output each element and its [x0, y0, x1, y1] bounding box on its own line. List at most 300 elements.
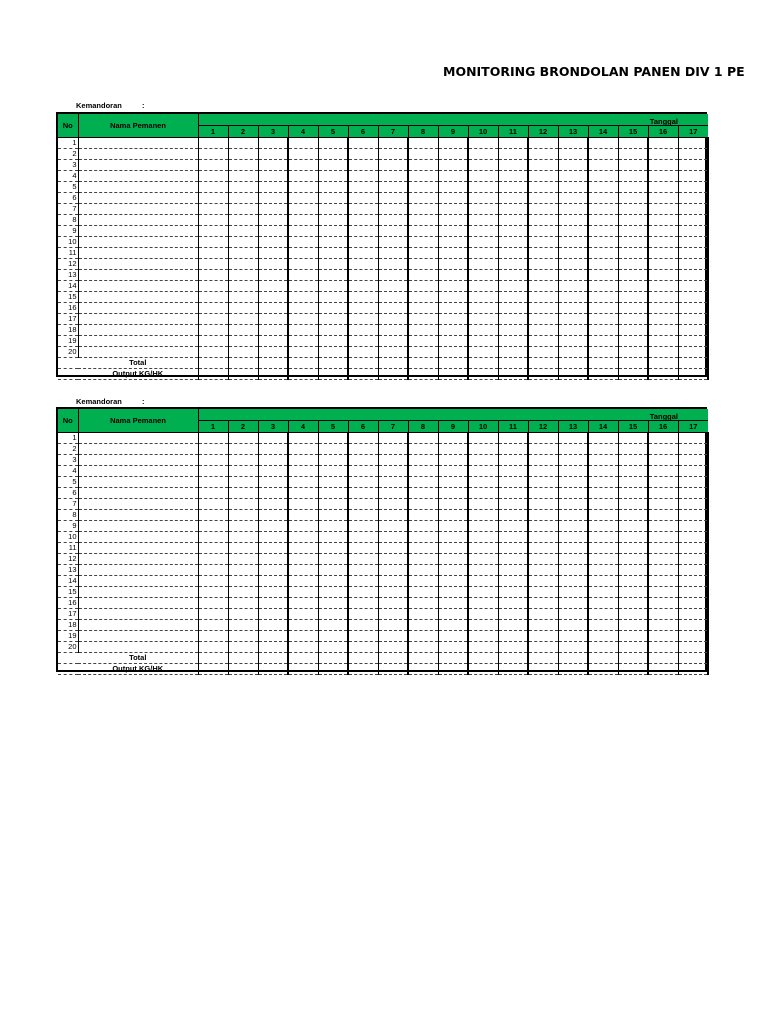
- day-cell[interactable]: [678, 215, 708, 226]
- day-cell[interactable]: [648, 182, 678, 193]
- day-cell[interactable]: [228, 171, 258, 182]
- day-cell[interactable]: [498, 631, 528, 642]
- day-cell[interactable]: [588, 631, 618, 642]
- day-cell[interactable]: [648, 138, 678, 149]
- day-cell[interactable]: [348, 510, 378, 521]
- nama-pemanen-cell[interactable]: [78, 510, 198, 521]
- day-cell[interactable]: [258, 576, 288, 587]
- day-cell[interactable]: [348, 433, 378, 444]
- day-cell[interactable]: [468, 138, 498, 149]
- day-cell[interactable]: [678, 466, 708, 477]
- day-cell[interactable]: [528, 653, 558, 664]
- day-cell[interactable]: [198, 303, 228, 314]
- day-cell[interactable]: [678, 336, 708, 347]
- day-cell[interactable]: [348, 488, 378, 499]
- day-cell[interactable]: [618, 182, 648, 193]
- day-cell[interactable]: [558, 303, 588, 314]
- day-cell[interactable]: [498, 314, 528, 325]
- day-cell[interactable]: [318, 325, 348, 336]
- day-cell[interactable]: [498, 488, 528, 499]
- nama-pemanen-cell[interactable]: [78, 587, 198, 598]
- day-cell[interactable]: [258, 259, 288, 270]
- day-cell[interactable]: [408, 642, 438, 653]
- day-cell[interactable]: [408, 521, 438, 532]
- day-cell[interactable]: [648, 433, 678, 444]
- day-cell[interactable]: [228, 160, 258, 171]
- day-cell[interactable]: [528, 521, 558, 532]
- day-cell[interactable]: [408, 576, 438, 587]
- day-cell[interactable]: [348, 576, 378, 587]
- day-cell[interactable]: [258, 336, 288, 347]
- day-cell[interactable]: [438, 237, 468, 248]
- day-cell[interactable]: [318, 160, 348, 171]
- day-cell[interactable]: [378, 598, 408, 609]
- day-cell[interactable]: [378, 325, 408, 336]
- day-cell[interactable]: [198, 193, 228, 204]
- day-cell[interactable]: [318, 488, 348, 499]
- day-cell[interactable]: [648, 444, 678, 455]
- day-cell[interactable]: [558, 433, 588, 444]
- day-cell[interactable]: [528, 204, 558, 215]
- day-cell[interactable]: [318, 248, 348, 259]
- day-cell[interactable]: [318, 303, 348, 314]
- day-cell[interactable]: [528, 292, 558, 303]
- day-cell[interactable]: [618, 598, 648, 609]
- day-cell[interactable]: [678, 554, 708, 565]
- day-cell[interactable]: [258, 510, 288, 521]
- day-cell[interactable]: [678, 576, 708, 587]
- day-cell[interactable]: [318, 499, 348, 510]
- day-cell[interactable]: [288, 369, 318, 380]
- day-cell[interactable]: [348, 281, 378, 292]
- day-cell[interactable]: [498, 149, 528, 160]
- day-cell[interactable]: [618, 248, 648, 259]
- day-cell[interactable]: [678, 488, 708, 499]
- day-cell[interactable]: [228, 193, 258, 204]
- day-cell[interactable]: [618, 314, 648, 325]
- day-cell[interactable]: [228, 347, 258, 358]
- day-cell[interactable]: [258, 314, 288, 325]
- day-cell[interactable]: [408, 336, 438, 347]
- day-cell[interactable]: [618, 226, 648, 237]
- day-cell[interactable]: [588, 325, 618, 336]
- day-cell[interactable]: [228, 510, 258, 521]
- day-cell[interactable]: [528, 215, 558, 226]
- day-cell[interactable]: [528, 281, 558, 292]
- day-cell[interactable]: [528, 444, 558, 455]
- day-cell[interactable]: [528, 565, 558, 576]
- day-cell[interactable]: [378, 259, 408, 270]
- day-cell[interactable]: [348, 369, 378, 380]
- day-cell[interactable]: [498, 587, 528, 598]
- day-cell[interactable]: [378, 631, 408, 642]
- day-cell[interactable]: [558, 565, 588, 576]
- day-cell[interactable]: [618, 325, 648, 336]
- day-cell[interactable]: [408, 160, 438, 171]
- day-cell[interactable]: [618, 466, 648, 477]
- day-cell[interactable]: [498, 336, 528, 347]
- nama-pemanen-cell[interactable]: [78, 347, 198, 358]
- day-cell[interactable]: [648, 576, 678, 587]
- day-cell[interactable]: [228, 204, 258, 215]
- day-cell[interactable]: [558, 521, 588, 532]
- day-cell[interactable]: [528, 325, 558, 336]
- day-cell[interactable]: [408, 215, 438, 226]
- nama-pemanen-cell[interactable]: [78, 499, 198, 510]
- day-cell[interactable]: [468, 554, 498, 565]
- day-cell[interactable]: [468, 444, 498, 455]
- day-cell[interactable]: [498, 215, 528, 226]
- day-cell[interactable]: [558, 204, 588, 215]
- day-cell[interactable]: [198, 576, 228, 587]
- day-cell[interactable]: [288, 587, 318, 598]
- day-cell[interactable]: [618, 138, 648, 149]
- day-cell[interactable]: [588, 664, 618, 675]
- day-cell[interactable]: [528, 171, 558, 182]
- day-cell[interactable]: [288, 281, 318, 292]
- day-cell[interactable]: [438, 204, 468, 215]
- day-cell[interactable]: [588, 609, 618, 620]
- day-cell[interactable]: [438, 477, 468, 488]
- day-cell[interactable]: [588, 444, 618, 455]
- day-cell[interactable]: [348, 171, 378, 182]
- day-cell[interactable]: [618, 193, 648, 204]
- day-cell[interactable]: [288, 237, 318, 248]
- day-cell[interactable]: [378, 226, 408, 237]
- day-cell[interactable]: [588, 488, 618, 499]
- day-cell[interactable]: [228, 488, 258, 499]
- day-cell[interactable]: [588, 347, 618, 358]
- day-cell[interactable]: [348, 477, 378, 488]
- day-cell[interactable]: [468, 204, 498, 215]
- day-cell[interactable]: [498, 369, 528, 380]
- day-cell[interactable]: [528, 477, 558, 488]
- day-cell[interactable]: [408, 248, 438, 259]
- day-cell[interactable]: [558, 160, 588, 171]
- day-cell[interactable]: [228, 598, 258, 609]
- day-cell[interactable]: [588, 270, 618, 281]
- day-cell[interactable]: [198, 182, 228, 193]
- day-cell[interactable]: [228, 369, 258, 380]
- day-cell[interactable]: [558, 358, 588, 369]
- day-cell[interactable]: [198, 215, 228, 226]
- nama-pemanen-cell[interactable]: [78, 620, 198, 631]
- day-cell[interactable]: [648, 336, 678, 347]
- day-cell[interactable]: [348, 215, 378, 226]
- day-cell[interactable]: [588, 314, 618, 325]
- day-cell[interactable]: [318, 182, 348, 193]
- day-cell[interactable]: [558, 226, 588, 237]
- day-cell[interactable]: [678, 204, 708, 215]
- day-cell[interactable]: [408, 543, 438, 554]
- day-cell[interactable]: [318, 664, 348, 675]
- day-cell[interactable]: [378, 336, 408, 347]
- day-cell[interactable]: [288, 160, 318, 171]
- day-cell[interactable]: [198, 171, 228, 182]
- day-cell[interactable]: [228, 433, 258, 444]
- day-cell[interactable]: [618, 631, 648, 642]
- day-cell[interactable]: [498, 532, 528, 543]
- day-cell[interactable]: [228, 620, 258, 631]
- day-cell[interactable]: [468, 303, 498, 314]
- day-cell[interactable]: [378, 215, 408, 226]
- day-cell[interactable]: [288, 433, 318, 444]
- day-cell[interactable]: [348, 358, 378, 369]
- day-cell[interactable]: [438, 543, 468, 554]
- day-cell[interactable]: [468, 369, 498, 380]
- day-cell[interactable]: [408, 598, 438, 609]
- day-cell[interactable]: [378, 565, 408, 576]
- day-cell[interactable]: [198, 314, 228, 325]
- day-cell[interactable]: [678, 270, 708, 281]
- day-cell[interactable]: [588, 587, 618, 598]
- day-cell[interactable]: [528, 488, 558, 499]
- day-cell[interactable]: [468, 455, 498, 466]
- day-cell[interactable]: [618, 565, 648, 576]
- day-cell[interactable]: [198, 160, 228, 171]
- day-cell[interactable]: [408, 488, 438, 499]
- day-cell[interactable]: [678, 160, 708, 171]
- day-cell[interactable]: [498, 270, 528, 281]
- day-cell[interactable]: [228, 325, 258, 336]
- day-cell[interactable]: [468, 281, 498, 292]
- day-cell[interactable]: [618, 653, 648, 664]
- nama-pemanen-cell[interactable]: [78, 193, 198, 204]
- day-cell[interactable]: [228, 149, 258, 160]
- day-cell[interactable]: [408, 477, 438, 488]
- day-cell[interactable]: [318, 653, 348, 664]
- day-cell[interactable]: [438, 455, 468, 466]
- day-cell[interactable]: [288, 303, 318, 314]
- day-cell[interactable]: [438, 609, 468, 620]
- day-cell[interactable]: [648, 620, 678, 631]
- day-cell[interactable]: [618, 160, 648, 171]
- day-cell[interactable]: [468, 510, 498, 521]
- day-cell[interactable]: [408, 510, 438, 521]
- day-cell[interactable]: [528, 138, 558, 149]
- day-cell[interactable]: [468, 466, 498, 477]
- day-cell[interactable]: [498, 303, 528, 314]
- day-cell[interactable]: [408, 149, 438, 160]
- day-cell[interactable]: [228, 226, 258, 237]
- day-cell[interactable]: [438, 488, 468, 499]
- day-cell[interactable]: [588, 237, 618, 248]
- day-cell[interactable]: [438, 226, 468, 237]
- day-cell[interactable]: [558, 554, 588, 565]
- day-cell[interactable]: [318, 347, 348, 358]
- day-cell[interactable]: [498, 347, 528, 358]
- day-cell[interactable]: [648, 565, 678, 576]
- day-cell[interactable]: [498, 521, 528, 532]
- day-cell[interactable]: [468, 160, 498, 171]
- day-cell[interactable]: [408, 259, 438, 270]
- day-cell[interactable]: [678, 565, 708, 576]
- day-cell[interactable]: [498, 160, 528, 171]
- day-cell[interactable]: [438, 303, 468, 314]
- day-cell[interactable]: [198, 543, 228, 554]
- day-cell[interactable]: [618, 543, 648, 554]
- day-cell[interactable]: [588, 466, 618, 477]
- day-cell[interactable]: [498, 292, 528, 303]
- day-cell[interactable]: [408, 358, 438, 369]
- day-cell[interactable]: [348, 609, 378, 620]
- nama-pemanen-cell[interactable]: [78, 477, 198, 488]
- day-cell[interactable]: [678, 477, 708, 488]
- day-cell[interactable]: [588, 303, 618, 314]
- nama-pemanen-cell[interactable]: [78, 160, 198, 171]
- day-cell[interactable]: [378, 587, 408, 598]
- day-cell[interactable]: [438, 521, 468, 532]
- day-cell[interactable]: [228, 631, 258, 642]
- day-cell[interactable]: [348, 160, 378, 171]
- day-cell[interactable]: [588, 193, 618, 204]
- day-cell[interactable]: [348, 259, 378, 270]
- day-cell[interactable]: [678, 226, 708, 237]
- day-cell[interactable]: [408, 369, 438, 380]
- day-cell[interactable]: [558, 653, 588, 664]
- day-cell[interactable]: [588, 565, 618, 576]
- day-cell[interactable]: [198, 587, 228, 598]
- day-cell[interactable]: [528, 226, 558, 237]
- day-cell[interactable]: [378, 455, 408, 466]
- day-cell[interactable]: [258, 455, 288, 466]
- day-cell[interactable]: [498, 642, 528, 653]
- day-cell[interactable]: [408, 138, 438, 149]
- day-cell[interactable]: [528, 532, 558, 543]
- day-cell[interactable]: [588, 281, 618, 292]
- day-cell[interactable]: [228, 237, 258, 248]
- day-cell[interactable]: [468, 543, 498, 554]
- day-cell[interactable]: [528, 248, 558, 259]
- day-cell[interactable]: [198, 149, 228, 160]
- day-cell[interactable]: [438, 281, 468, 292]
- day-cell[interactable]: [408, 226, 438, 237]
- day-cell[interactable]: [408, 466, 438, 477]
- day-cell[interactable]: [318, 171, 348, 182]
- day-cell[interactable]: [408, 193, 438, 204]
- day-cell[interactable]: [558, 631, 588, 642]
- day-cell[interactable]: [678, 325, 708, 336]
- day-cell[interactable]: [408, 281, 438, 292]
- day-cell[interactable]: [198, 325, 228, 336]
- nama-pemanen-cell[interactable]: [78, 433, 198, 444]
- day-cell[interactable]: [288, 215, 318, 226]
- day-cell[interactable]: [558, 369, 588, 380]
- day-cell[interactable]: [468, 358, 498, 369]
- day-cell[interactable]: [348, 292, 378, 303]
- day-cell[interactable]: [318, 433, 348, 444]
- day-cell[interactable]: [288, 543, 318, 554]
- day-cell[interactable]: [408, 653, 438, 664]
- day-cell[interactable]: [318, 215, 348, 226]
- day-cell[interactable]: [648, 259, 678, 270]
- day-cell[interactable]: [558, 248, 588, 259]
- day-cell[interactable]: [528, 455, 558, 466]
- day-cell[interactable]: [648, 543, 678, 554]
- day-cell[interactable]: [408, 182, 438, 193]
- day-cell[interactable]: [348, 444, 378, 455]
- day-cell[interactable]: [318, 270, 348, 281]
- day-cell[interactable]: [618, 477, 648, 488]
- day-cell[interactable]: [468, 270, 498, 281]
- day-cell[interactable]: [468, 292, 498, 303]
- day-cell[interactable]: [678, 642, 708, 653]
- day-cell[interactable]: [198, 631, 228, 642]
- day-cell[interactable]: [198, 565, 228, 576]
- day-cell[interactable]: [438, 270, 468, 281]
- day-cell[interactable]: [558, 215, 588, 226]
- day-cell[interactable]: [648, 631, 678, 642]
- day-cell[interactable]: [228, 664, 258, 675]
- day-cell[interactable]: [258, 248, 288, 259]
- day-cell[interactable]: [318, 466, 348, 477]
- day-cell[interactable]: [498, 554, 528, 565]
- day-cell[interactable]: [348, 499, 378, 510]
- day-cell[interactable]: [228, 521, 258, 532]
- day-cell[interactable]: [468, 642, 498, 653]
- day-cell[interactable]: [468, 237, 498, 248]
- nama-pemanen-cell[interactable]: [78, 215, 198, 226]
- day-cell[interactable]: [258, 347, 288, 358]
- nama-pemanen-cell[interactable]: [78, 248, 198, 259]
- day-cell[interactable]: [648, 281, 678, 292]
- day-cell[interactable]: [348, 193, 378, 204]
- day-cell[interactable]: [408, 292, 438, 303]
- day-cell[interactable]: [438, 292, 468, 303]
- day-cell[interactable]: [198, 237, 228, 248]
- day-cell[interactable]: [468, 664, 498, 675]
- day-cell[interactable]: [378, 499, 408, 510]
- day-cell[interactable]: [498, 620, 528, 631]
- day-cell[interactable]: [558, 336, 588, 347]
- day-cell[interactable]: [288, 609, 318, 620]
- day-cell[interactable]: [468, 325, 498, 336]
- day-cell[interactable]: [438, 653, 468, 664]
- day-cell[interactable]: [648, 237, 678, 248]
- day-cell[interactable]: [228, 642, 258, 653]
- day-cell[interactable]: [288, 270, 318, 281]
- day-cell[interactable]: [678, 358, 708, 369]
- day-cell[interactable]: [648, 587, 678, 598]
- day-cell[interactable]: [198, 204, 228, 215]
- day-cell[interactable]: [558, 281, 588, 292]
- day-cell[interactable]: [348, 149, 378, 160]
- day-cell[interactable]: [348, 325, 378, 336]
- day-cell[interactable]: [228, 576, 258, 587]
- day-cell[interactable]: [558, 499, 588, 510]
- day-cell[interactable]: [348, 138, 378, 149]
- day-cell[interactable]: [378, 532, 408, 543]
- day-cell[interactable]: [318, 237, 348, 248]
- day-cell[interactable]: [408, 455, 438, 466]
- day-cell[interactable]: [258, 532, 288, 543]
- day-cell[interactable]: [378, 160, 408, 171]
- nama-pemanen-cell[interactable]: [78, 270, 198, 281]
- day-cell[interactable]: [318, 259, 348, 270]
- day-cell[interactable]: [438, 565, 468, 576]
- day-cell[interactable]: [588, 554, 618, 565]
- day-cell[interactable]: [528, 270, 558, 281]
- day-cell[interactable]: [318, 204, 348, 215]
- day-cell[interactable]: [378, 138, 408, 149]
- day-cell[interactable]: [648, 554, 678, 565]
- day-cell[interactable]: [198, 642, 228, 653]
- day-cell[interactable]: [648, 521, 678, 532]
- day-cell[interactable]: [618, 347, 648, 358]
- day-cell[interactable]: [348, 303, 378, 314]
- day-cell[interactable]: [258, 664, 288, 675]
- nama-pemanen-cell[interactable]: [78, 488, 198, 499]
